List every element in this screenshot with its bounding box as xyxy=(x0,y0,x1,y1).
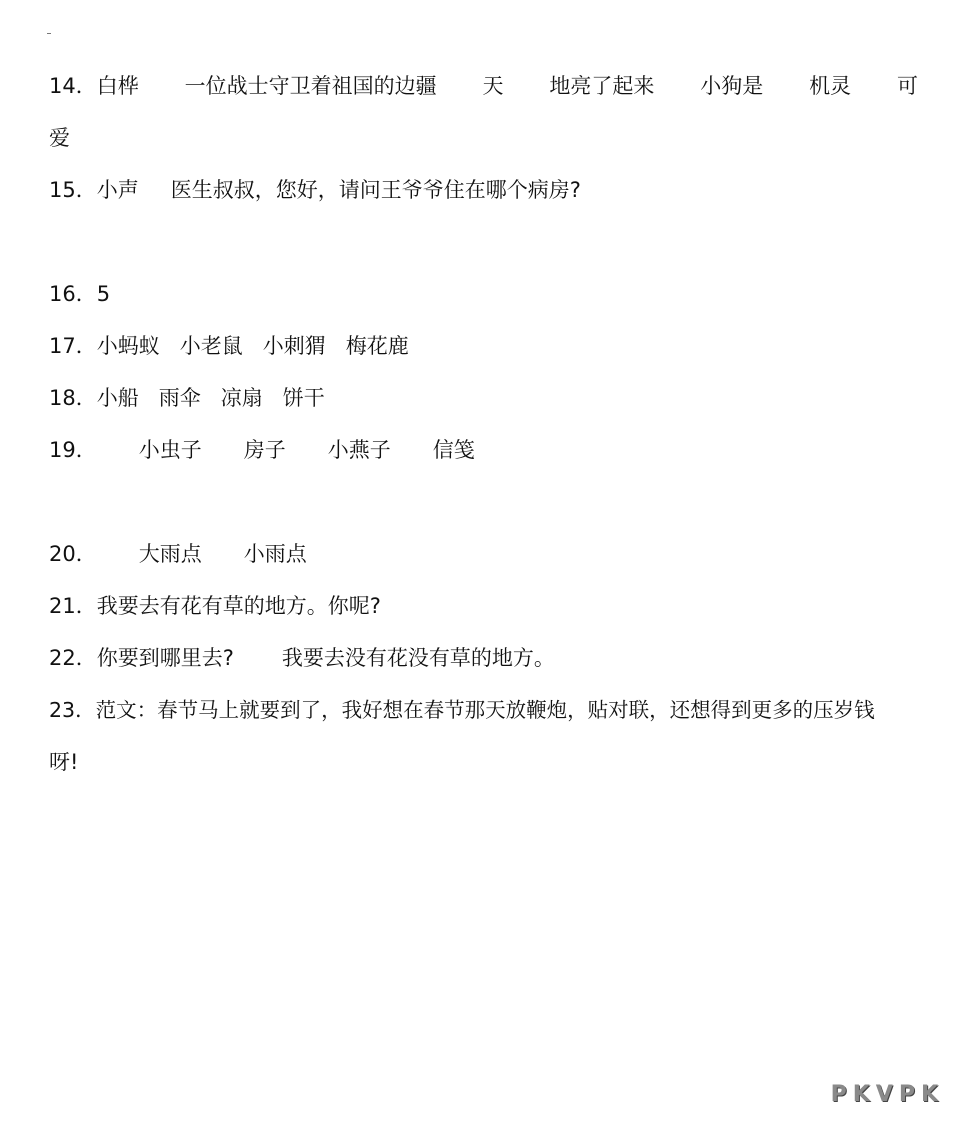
answer-14-part-7: 可 xyxy=(896,74,918,98)
answer-14-part-1: 14．白桦 xyxy=(49,74,139,98)
answer-14-part-5: 小狗是 xyxy=(700,74,764,98)
answer-14-part-3: 天 xyxy=(482,74,504,98)
answer-18-part-3: 凉扇 xyxy=(220,386,263,410)
answer-number: 19． xyxy=(49,438,97,462)
answer-20-part-1: 大雨点 xyxy=(138,542,202,566)
answer-22-part-2: 我要去没有花没有草的地方。 xyxy=(281,646,555,670)
answer-18-part-4: 饼干 xyxy=(282,386,325,410)
answer-17-part-2: 小老鼠 xyxy=(179,334,243,358)
answer-14-part-2: 一位战士守卫着祖国的边疆 xyxy=(184,74,437,98)
answer-20 xyxy=(49,540,918,568)
answer-14-part-6: 机灵 xyxy=(809,74,852,98)
answer-16 xyxy=(49,280,918,308)
answer-21-part-1: 我要去有花有草的地方。你呢? xyxy=(96,594,381,618)
site-watermark: PKVPK xyxy=(830,1082,944,1107)
answer-22-part-1: 你要到哪里去? xyxy=(96,646,234,670)
answer-17-part-4: 梅花鹿 xyxy=(345,334,409,358)
answer-number: 21． xyxy=(49,594,97,618)
scan-mark xyxy=(47,33,51,34)
answer-17-part-3: 小刺猬 xyxy=(262,334,326,358)
answer-19 xyxy=(49,436,918,464)
answer-number: 17． xyxy=(49,334,97,358)
answer-14-continuation: 爱 xyxy=(49,126,70,150)
answer-18 xyxy=(49,384,918,412)
answer-19-part-2: 房子 xyxy=(243,438,286,462)
answer-number: 18． xyxy=(49,386,97,410)
answer-17-part-1: 小蚂蚁 xyxy=(96,334,160,358)
answer-16-part-1: 5 xyxy=(96,282,111,306)
answer-19-part-4: 信笺 xyxy=(432,438,475,462)
answer-number: 14． xyxy=(49,74,97,98)
answer-20-part-2: 小雨点 xyxy=(243,542,307,566)
answer-number: 16． xyxy=(49,282,97,306)
answer-number: 20． xyxy=(49,542,97,566)
answer-21 xyxy=(49,592,918,620)
answer-22 xyxy=(49,644,918,672)
answer-18-part-2: 雨伞 xyxy=(158,386,201,410)
answer-number: 15． xyxy=(49,178,97,202)
answer-14-part-4: 地亮了起来 xyxy=(549,74,655,98)
answer-number: 22． xyxy=(49,646,97,670)
answer-23-continuation: 呀! xyxy=(49,750,79,774)
answer-18-part-1: 小船 xyxy=(96,386,139,410)
answer-23-text: 范文：春节马上就要到了，我好想在春节那天放鞭炮，贴对联，还想得到更多的压岁钱 xyxy=(95,698,875,722)
answer-number: 23． xyxy=(49,698,96,722)
answer-15-part-1: 小声 xyxy=(96,178,139,202)
answer-19-part-1: 小虫子 xyxy=(138,438,202,462)
answer-15 xyxy=(49,176,918,204)
answer-15-part-2: 医生叔叔，您好，请问王爷爷住在哪个病房? xyxy=(170,178,581,202)
answer-23 xyxy=(49,696,918,724)
answer-17 xyxy=(49,332,918,360)
answer-19-part-3: 小燕子 xyxy=(327,438,391,462)
answer-14 xyxy=(49,72,918,100)
